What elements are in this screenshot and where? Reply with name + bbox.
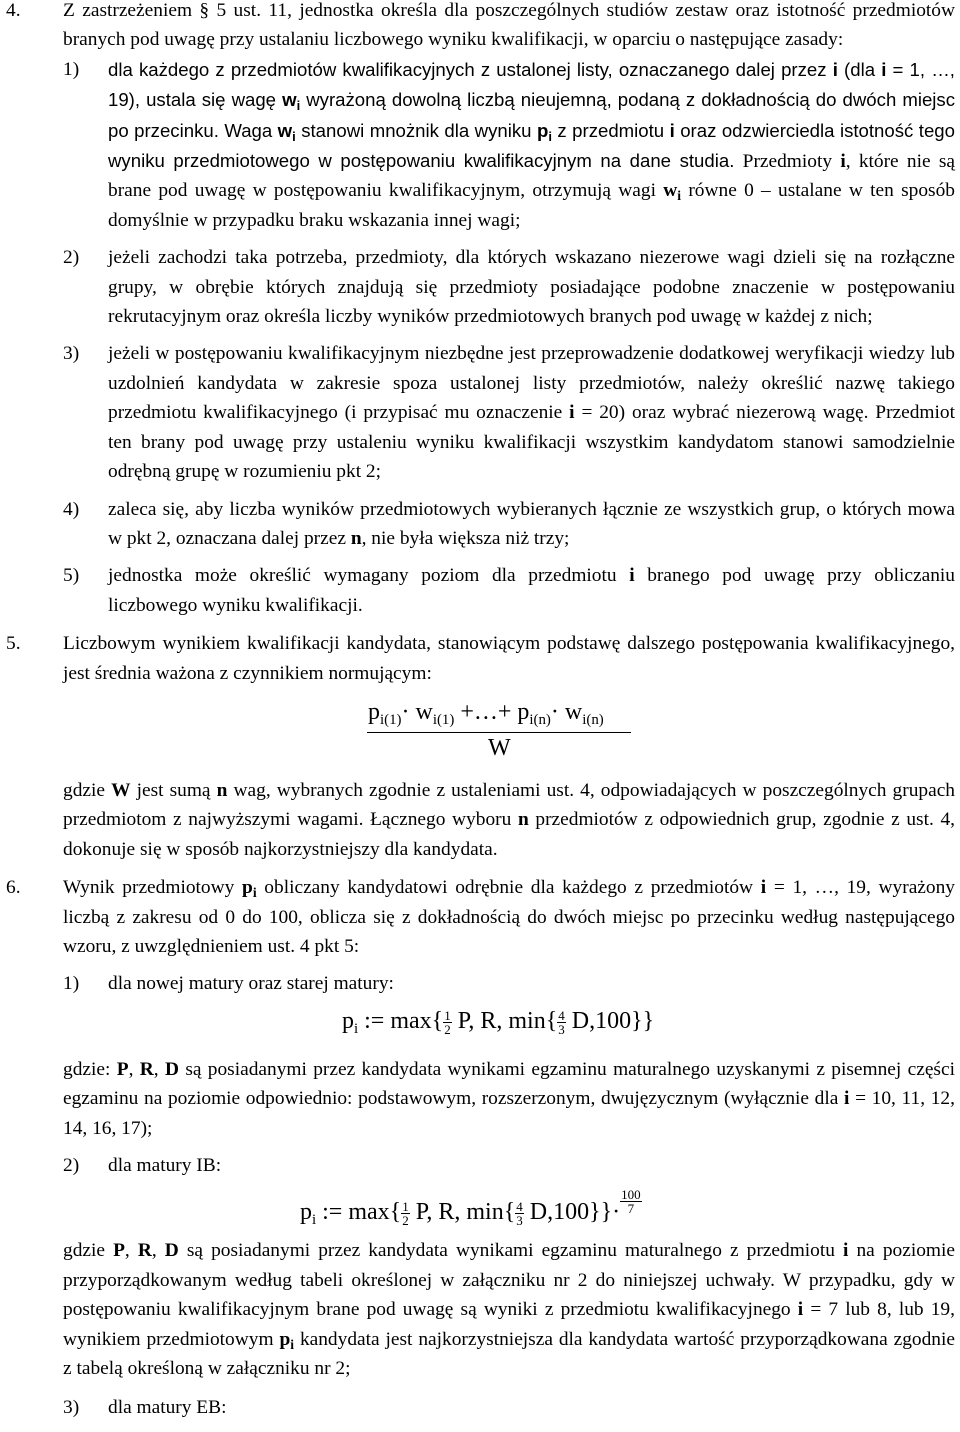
formula-explanation: gdzie W jest sumą n wag, wybranych zgodnie z ustaleniami ust. 4, odpowiadających w poszczególnych grupach przedmiotom z najwyższymi wagami. Łącznego wyboru n przedmiotów z odpowiednich grup, zgodnie z ust. 4, dokonuje się w sposób najkorzystniejszy dla kandydata.	[63, 779, 955, 860]
fraction-bar	[367, 732, 631, 733]
list-text: jeżeli w postępowaniu kwalifikacyjnym niezbędne jest przeprowadzenie dodatkowej weryfikacji wiedzy lub uzdolnień kandydata w zakresie spoza ustalonej listy przedmiotów, należy określić nazwę takiego przedmiotu kwalifikacyjnego (i przypisać mu oznaczenie i = 20) oraz wybrać niezerową wagę. Przedmiot ten brany pod uwagę przy ustaleniu wyniku kwalifikacji wszystkim kandydatom stanowi samodzielnie odrębną grupę w rozumieniu pkt 2;	[108, 343, 955, 483]
list-number: 5)	[63, 565, 80, 587]
list-item	[63, 561, 955, 620]
section-number: 5.	[6, 633, 21, 655]
list-item	[63, 55, 955, 235]
list-number: 3)	[63, 1397, 80, 1419]
section-5	[0, 629, 960, 864]
list-label: dla matury IB:	[108, 1155, 222, 1176]
list-number: 1)	[63, 973, 80, 995]
list-label: dla matury EB:	[108, 1397, 227, 1419]
list-text: dla każdego z przedmiotów kwalifikacyjnych z ustalonej listy, oznaczanego dalej przez i (dla i = 1, …, 19), ustala się wagę $w_i$ wyrażoną dowolną liczbą nieujemną, podaną z dokładnością do dwóch miejsc po przecinku. Waga $w_i$ stanowi mnożnik dla wyniku $p_i$ z przedmiotu i oraz odzwierciedla istotność tego wyniku przedmiotowego w postępowaniu kwalifikacyjnym na dane studia. Przedmioty i, które nie są brane pod uwagę w postępowaniu kwalifikacyjnym, otrzymują wagi $w_i$ równe 0 – ustalane w ten sposób domyślnie w przypadku braku wskazania innej wagi;	[108, 58, 956, 231]
formula-pi-new-matura: $p_i$ := max{ $\frac{1}{2}$ P, R, min{ $\frac{4}{3}$ D,100}}	[342, 1007, 655, 1037]
section-intro: Wynik przedmiotowy $p_i$ obliczany kandydatowi odrębnie dla każdego z przedmiotów i = 1, …, 19, wyrażony liczbą z zakresu od 0 do 100, oblicza się z dokładnością do dwóch miejsc po przecinku według następującego wzoru, z uwzględnieniem ust. 4 pkt 5:	[63, 877, 955, 957]
list-item	[63, 243, 955, 331]
formula-explanation: gdzie: P, R, D są posiadanymi przez kandydata wynikami egzaminu maturalnego uzyskanymi z pisemnej części egzaminu na poziomie odpowiednio: podstawowym, rozszerzonym, dwujęzycznym (wyłącznie dla i = 10, 11, 12, 14, 16, 17);	[63, 1058, 955, 1139]
weighted-average-formula	[0, 698, 960, 770]
formula-numerator: $p_{i(1)}\cdot w_{i(1)}$ +…+ $p_{i(n)}\cdot w_{i(n)}$	[368, 698, 604, 728]
list-text: zaleca się, aby liczba wyników przedmiotowych wybieranych łącznie ze wszystkich grup, o których mowa w pkt 2, oznaczana dalej przez n, nie była większa niż trzy;	[108, 498, 955, 549]
list-number: 3)	[63, 343, 80, 365]
list-number: 4)	[63, 498, 80, 520]
section-intro: Z zastrzeżeniem § 5 ust. 11, jednostka określa dla poszczególnych studiów zestaw oraz istotność przedmiotów branych pod uwagę przy ustalaniu liczbowego wyniku kwalifikacji, w oparciu o następujące zasady:	[63, 0, 955, 51]
list-item	[63, 969, 955, 998]
list-item	[63, 495, 955, 554]
list-item	[63, 339, 955, 486]
list-label: dla nowej matury oraz starej matury:	[108, 973, 394, 995]
section-number: 4.	[6, 0, 21, 21]
list-number: 1)	[63, 58, 80, 80]
section-6	[0, 873, 960, 1423]
list-text: jeżeli zachodzi taka potrzeba, przedmioty, dla których wskazano niezerowe wagi dzieli się na rozłączne grupy, w obrębie których znajdują się przedmioty posiadające podobne znaczenie w postępowaniu rekrutacyjnym oraz określa liczby wyników przedmiotowych branych pod uwagę w każdej z nich;	[108, 247, 955, 328]
section-4	[0, 0, 960, 620]
section-intro: Liczbowym wynikiem kwalifikacji kandydata, stanowiącym podstawę dalszego postępowania kwalifikacyjnego, jest średnia ważona z czynnikiem normującym:	[63, 633, 955, 684]
list-number: 2)	[63, 1155, 80, 1176]
formula-explanation: gdzie P, R, D są posiadanymi przez kandydata wynikami egzaminu maturalnego z przedmiotu i na poziomie przyporządkowanym według tabeli określonej w załączniku nr 2 do niniejszej uchwały. W przypadku, gdy w postępowaniu kwalifikacyjnym brane pod uwagę są wyniki z przedmiotu kwalifikacyjnego i = 7 lub 8, lub 19, wynikiem przedmiotowym $p_i$ kandydata jest najkorzystniejsza dla kandydata wartość przyporządkowana zgodnie z tabelą określoną w załączniku nr 2;	[63, 1240, 955, 1380]
section-number: 6.	[6, 877, 21, 899]
list-text: jednostka może określić wymagany poziom dla przedmiotu i branego pod uwagę przy obliczaniu liczbowego wyniku kwalifikacji.	[108, 565, 955, 616]
list-item	[63, 1393, 955, 1422]
list-number: 2)	[63, 247, 80, 269]
list-item	[63, 1151, 955, 1180]
formula-pi-ib-matura: $p_i$ := max{ $\frac{1}{2}$ P, R, min{ $\frac{4}{3}$ D,100}}· $\frac{100}{7}$	[300, 1187, 641, 1229]
formula-denominator: W	[488, 734, 511, 761]
